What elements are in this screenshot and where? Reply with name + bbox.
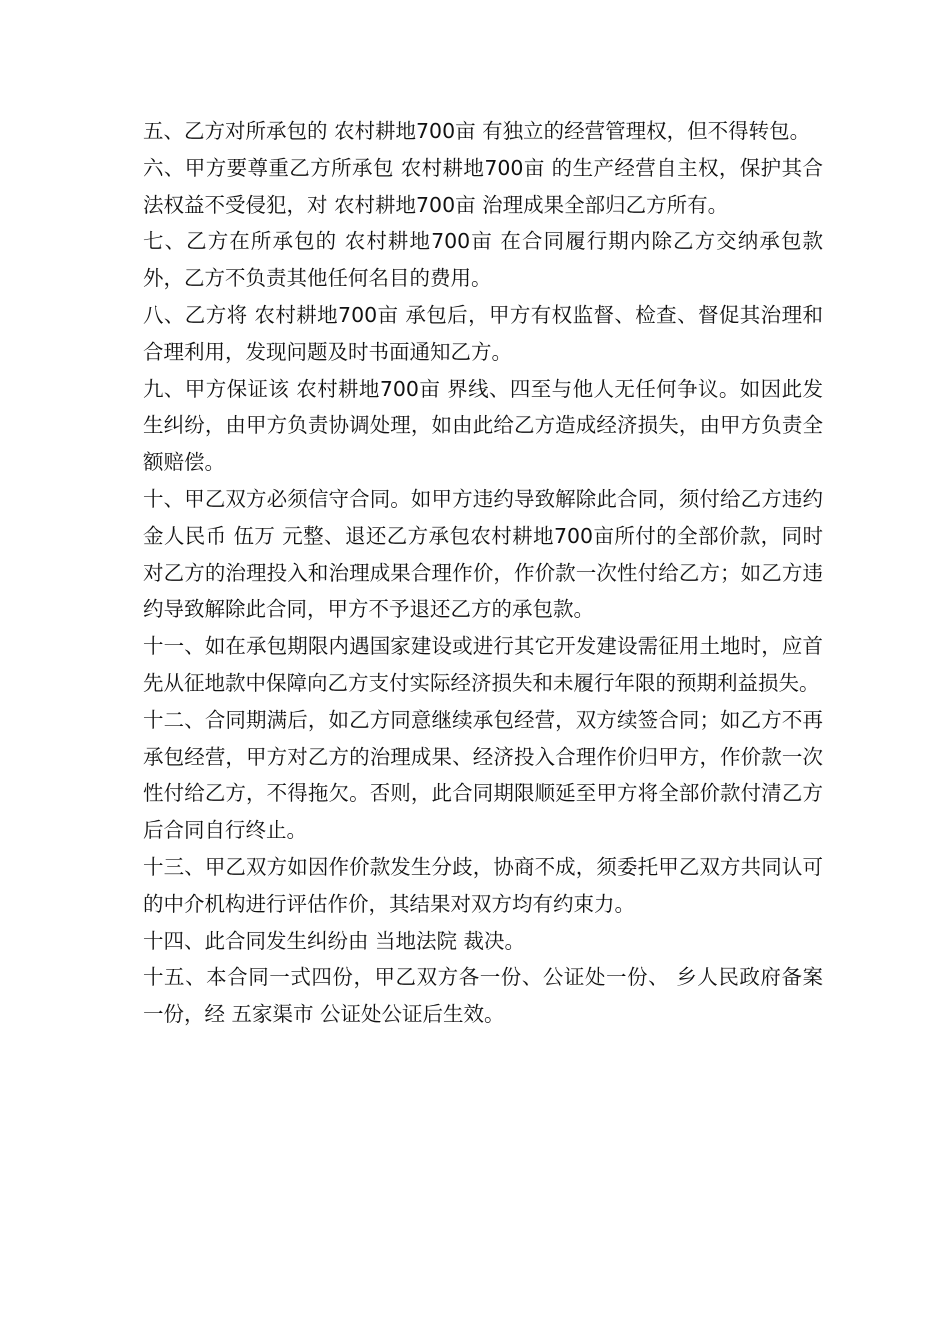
clause-11: 十一、如在承包期限内遇国家建设或进行其它开发建设需征用土地时，应首先从征地款中保障向乙方支付实际经济损失和未履行年限的预期利益损失。: [143, 634, 823, 695]
clause-7: 七、乙方在所承包的 农村耕地700亩 在合同履行期内除乙方交纳承包款外，乙方不负责其他任何名目的费用。: [143, 229, 823, 291]
clause-15: 十五、本合同一式四份，甲乙双方各一份、公证处一份、 乡人民政府备案一份，经 五家渠市 公证处公证后生效。: [143, 965, 823, 1027]
clause-8: 八、乙方将 农村耕地700亩 承包后，甲方有权监督、检查、督促其治理和合理利用，发现问题及时书面通知乙方。: [143, 302, 823, 364]
clause-6: 六、甲方要尊重乙方所承包 农村耕地700亩 的生产经营自主权，保护其合法权益不受侵犯，对 农村耕地700亩 治理成果全部归乙方所有。: [143, 155, 823, 217]
contract-body: [143, 113, 823, 1033]
clause-5: 五、乙方对所承包的 农村耕地700亩 有独立的经营管理权，但不得转包。: [143, 119, 811, 143]
clause-13: 十三、甲乙双方如因作价款发生分歧，协商不成，须委托甲乙双方共同认可的中介机构进行评估作价，其结果对双方均有约束力。: [143, 854, 823, 916]
clause-14: 十四、此合同发生纠纷由 当地法院 裁决。: [143, 928, 526, 953]
clause-9: 九、甲方保证该 农村耕地700亩 界线、四至与他人无任何争议。如因此发生纠纷，由甲方负责协调处理，如由此给乙方造成经济损失，由甲方负责全额赔偿。: [143, 376, 823, 475]
clause-10: 十、甲乙双方必须信守合同。如甲方违约导致解除此合同，须付给乙方违约金人民币 伍万 元整、退还乙方承包农村耕地700亩所付的全部价款，同时对乙方的治理投入和治理成果合理作价，作价款一次性付给乙方；如乙方违约导致解除此合同，甲方不予退还乙方的承包款。: [143, 486, 823, 622]
clause-12: 十二、合同期满后，如乙方同意继续承包经营，双方续签合同；如乙方不再承包经营，甲方对乙方的治理成果、经济投入合理作价归甲方，作价款一次性付给乙方，不得拖欠。否则，此合同期限顺延至甲方将全部价款付清乙方后合同自行终止。: [143, 707, 823, 843]
